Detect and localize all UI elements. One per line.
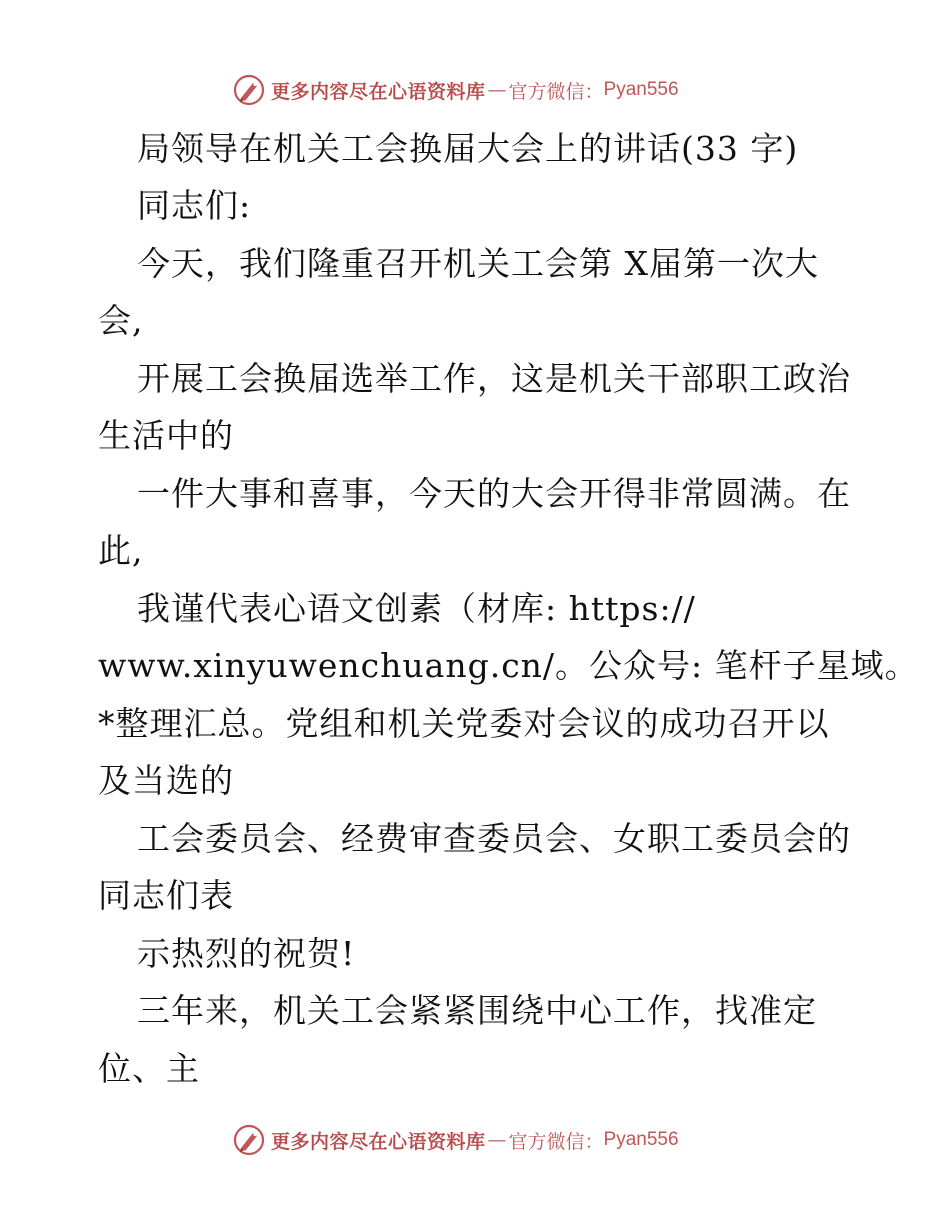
text-line: 开展工会换届选举工作，这是机关干部职工政治 — [137, 359, 851, 398]
text-line: www.xinyuwenchuang.cn/。公众号: 笔杆子星域。 — [98, 646, 919, 685]
banner-slogan: 更多内容尽在心语资料库 — [271, 80, 486, 103]
text-line: 今天，我们隆重召开机关工会第 X届第一次大 — [137, 244, 819, 283]
text-line: 示热烈的祝贺! — [137, 934, 356, 973]
text-line: 我谨代表心语文创素（材库: https:// — [137, 589, 696, 628]
text-line: 此, — [98, 531, 144, 570]
banner-separator: — — [487, 1129, 507, 1151]
pen-logo-icon — [233, 74, 265, 106]
footer-banner — [0, 1120, 950, 1160]
text-line: *整理汇总。党组和机关党委对会议的成功召开以 — [98, 704, 830, 743]
banner-contact-label: 官方微信： — [508, 80, 604, 103]
banner-contact-id: Pyan556 — [603, 1129, 679, 1150]
text-line: 工会委员会、经费审查委员会、女职工委员会的 — [137, 819, 851, 858]
text-line: 及当选的 — [98, 761, 234, 800]
text-line: 同志们: — [137, 186, 252, 225]
banner-contact-id: Pyan556 — [603, 79, 679, 100]
text-line: 三年来，机关工会紧紧围绕中心工作，找准定 — [137, 991, 817, 1030]
text-line: 生活中的 — [98, 416, 234, 455]
banner-content — [233, 70, 679, 110]
text-line: 位、主 — [98, 1049, 200, 1088]
banner-content — [233, 1120, 679, 1160]
pen-logo-icon — [233, 1124, 265, 1156]
text-line: 同志们表 — [98, 876, 234, 915]
banner-separator: — — [487, 79, 507, 101]
document-title: 局领导在机关工会换届大会上的讲话(33 字) — [137, 129, 799, 168]
text-line: 会, — [98, 301, 144, 340]
banner-contact-label: 官方微信： — [508, 1130, 604, 1153]
header-banner — [0, 70, 950, 110]
banner-slogan: 更多内容尽在心语资料库 — [271, 1130, 486, 1153]
text-line: 一件大事和喜事，今天的大会开得非常圆满。在 — [137, 474, 851, 513]
